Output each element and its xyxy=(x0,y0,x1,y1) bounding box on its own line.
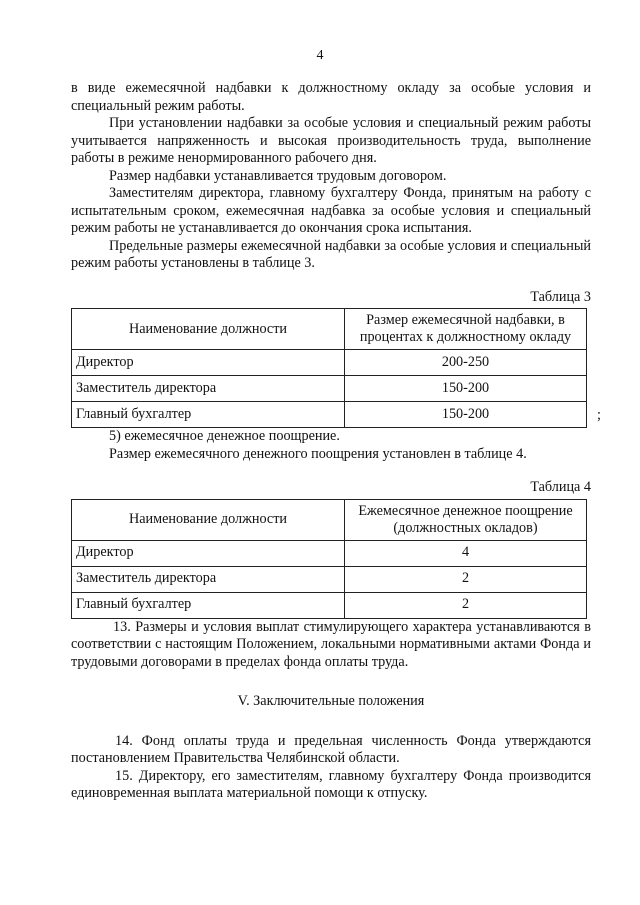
table-header-cell: Наименование должности xyxy=(72,499,345,540)
paragraph: Заместителям директора, главному бухгалтеру Фонда, принятым на работу с испытательным сроком, ежемесячная надбавка за особые условия и специальный режим работы не устанавливается до окончания срока испытания. xyxy=(71,185,591,236)
table-row xyxy=(72,592,587,618)
paragraph: Размер ежемесячного денежного поощрения установлен в таблице 4. xyxy=(109,445,527,462)
paragraph: Предельные размеры ежемесячной надбавки за особые условия и специальный режим работы установлены в таблице 3. xyxy=(71,237,591,271)
table-row xyxy=(72,350,587,376)
table-3-caption: Таблица 3 xyxy=(530,288,591,305)
page-number: 4 xyxy=(316,48,324,63)
table-row xyxy=(72,376,587,402)
document-body xyxy=(71,80,601,803)
table-header-row xyxy=(72,499,587,540)
table-cell-value: 2 xyxy=(345,592,587,618)
table-row xyxy=(72,540,587,566)
table-cell-position: Главный бухгалтер xyxy=(72,592,345,618)
table-cell-value: 150-200 xyxy=(345,402,587,428)
section-title: V. Заключительные положения xyxy=(237,693,425,709)
table-header-cell: Размер ежемесячной надбавки, в процентах к должностному окладу xyxy=(345,309,587,350)
table-row xyxy=(72,566,587,592)
table-cell-value: 150-200 xyxy=(345,376,587,402)
paragraph-14: 14. Фонд оплаты труда и предельная численность Фонда утверждаются постановлением Правительства Челябинской области. xyxy=(71,732,591,766)
table-header-cell: Ежемесячное денежное поощрение (должностных окладов) xyxy=(345,499,587,540)
table-header-row xyxy=(72,309,587,350)
table-row xyxy=(72,402,587,428)
table-cell-position: Заместитель директора xyxy=(72,376,345,402)
paragraph: При установлении надбавки за особые условия и специальный режим работы учитывается напряженность и высокая производительность труда, выполнение работы в режиме ненормированного рабочего дня. xyxy=(71,115,591,166)
table-3-wrapper xyxy=(71,308,601,428)
table-4-caption: Таблица 4 xyxy=(530,479,591,495)
table-header-cell: Наименование должности xyxy=(72,309,345,350)
table-cell-value: 200-250 xyxy=(345,350,587,376)
table-cell-position: Директор xyxy=(72,350,345,376)
table-cell-value: 4 xyxy=(345,540,587,566)
table-cell-position: Заместитель директора xyxy=(72,566,345,592)
paragraph-15: 15. Директору, его заместителям, главному бухгалтеру Фонда производится единовременная выплата материальной помощи к отпуску. xyxy=(71,767,591,801)
table-cell-position: Директор xyxy=(72,540,345,566)
paragraph-13: 13. Размеры и условия выплат стимулирующего характера устанавливаются в соответствии с настоящим Положением, локальными нормативными актами Фонда и трудовыми договорами в пределах фонда оплаты труда. xyxy=(71,618,591,670)
table-4 xyxy=(71,499,587,619)
paragraph: 5) ежемесячное денежное поощрение. xyxy=(109,428,340,444)
table-3 xyxy=(71,308,587,428)
paragraph: Размер надбавки устанавливается трудовым договором. xyxy=(109,167,447,184)
paragraph: в виде ежемесячной надбавки к должностному окладу за особые условия и специальный режим работы. xyxy=(71,80,591,114)
trailing-semicolon: ; xyxy=(597,406,601,423)
table-cell-value: 2 xyxy=(345,566,587,592)
table-cell-position: Главный бухгалтер xyxy=(72,402,345,428)
